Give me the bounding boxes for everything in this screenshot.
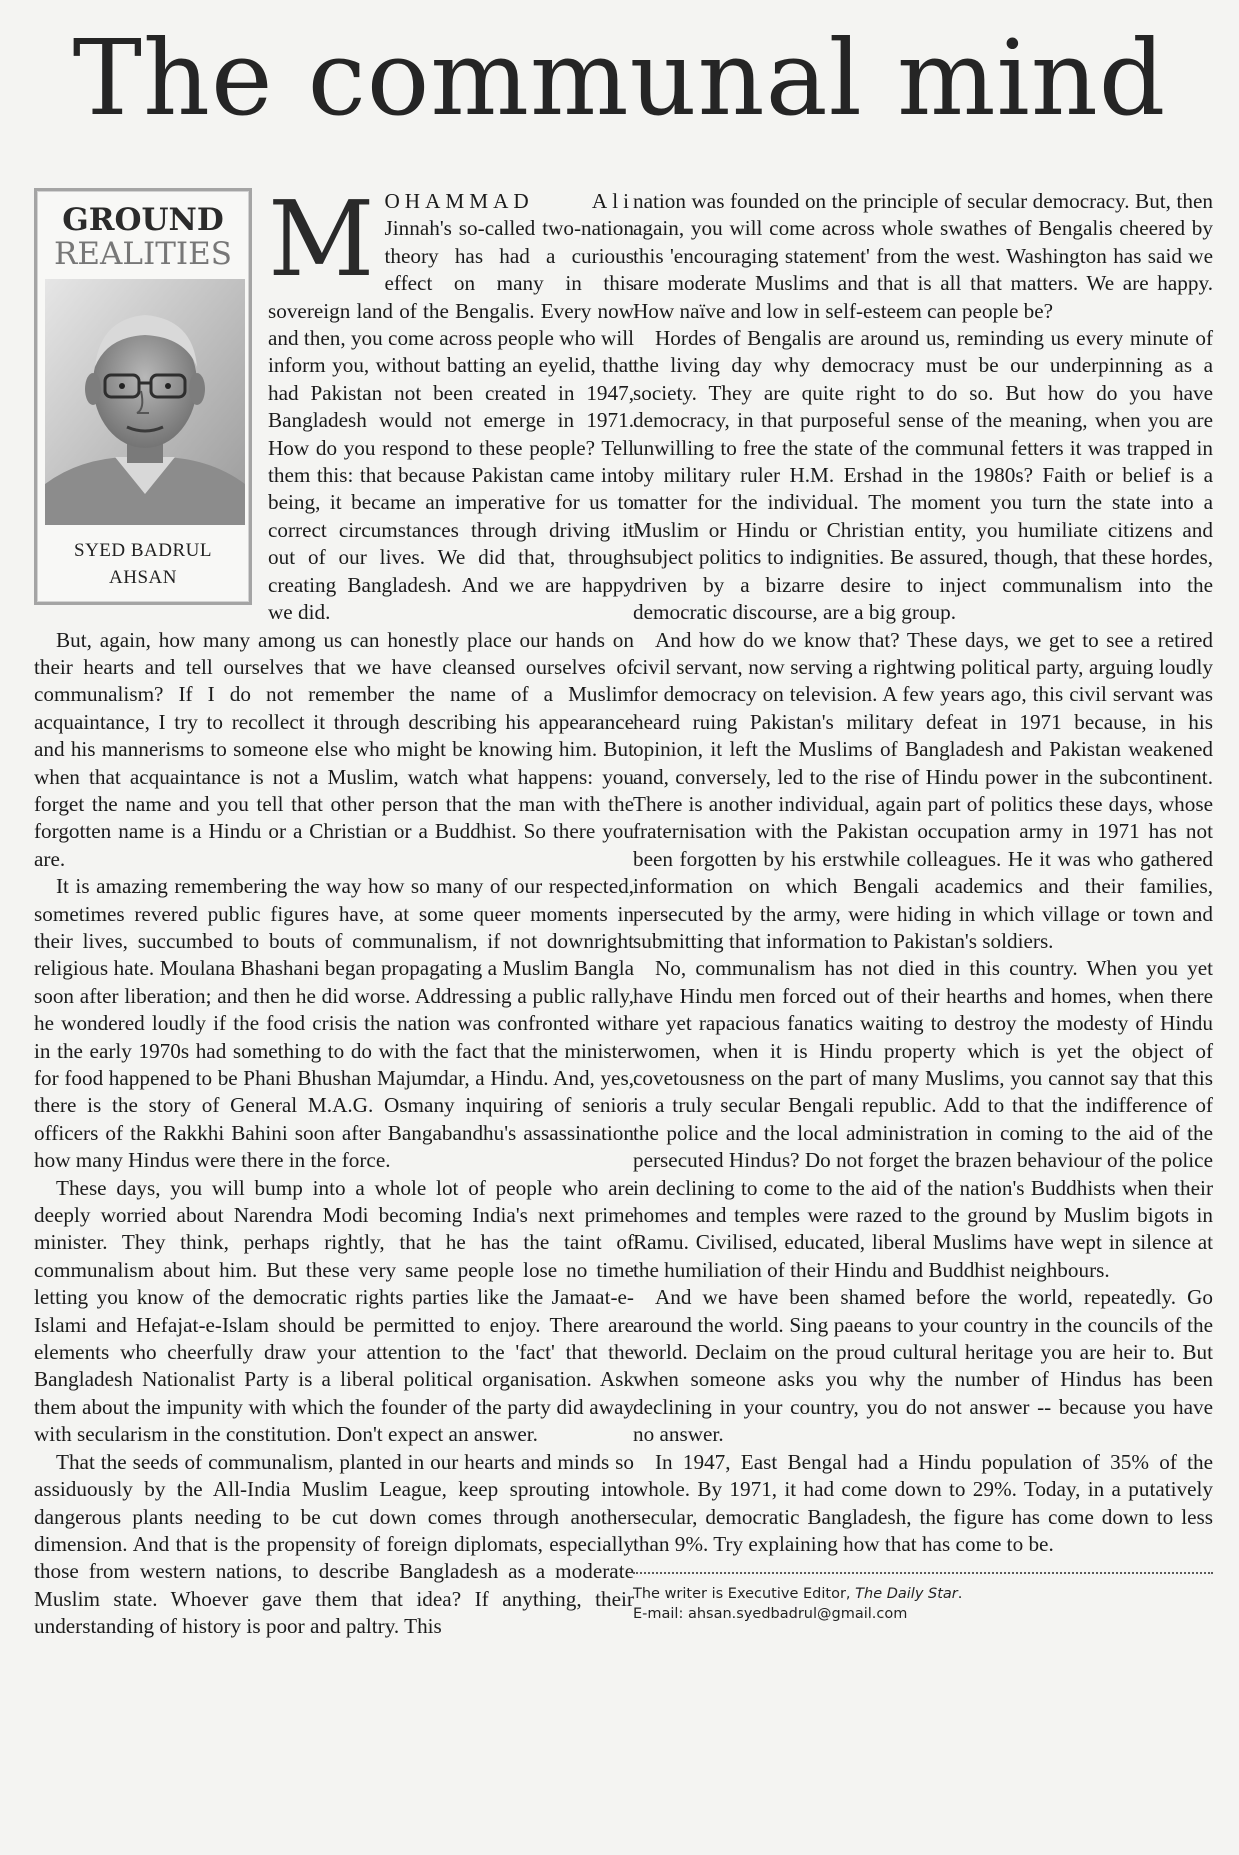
body-paragraph: In 1947, East Bengal had a Hindu population of 35% of the whole. By 1971, it had come down to 29%. Today, in a putatively secular, democratic Bangladesh, the figure has come down to less than 9%. Try explaining how that has come to be. bbox=[633, 1449, 1213, 1556]
left-column bbox=[34, 178, 634, 1641]
lead-text: Jinnah's so-called two-nation theory has had a curious effect on many in this sovereign land of the Bengalis. Every now and then, you come across people who will inform you, without batting an eyelid, that had Pakistan not been created in 1947, Bangladesh would not emerge in 1971. How do you respond to these people? Tell them this: that because Pakistan came into being, it became an imperative for us to correct circumstances through driving it out of our lives. We did that, through creating Bangladesh. And we are happy we did. bbox=[268, 216, 634, 625]
column-kicker bbox=[45, 203, 241, 271]
column-box bbox=[34, 188, 252, 605]
body-paragraph: And we have been shamed before the world, repeatedly. Go around the world. Sing paeans to your country in the councils of the world. Declaim on the proud cultural heritage you are heir to. But when someone asks you why the number of Hindus has been declining in your country, you do not answer -- because you have no answer. bbox=[633, 1285, 1213, 1447]
byline: SYED BADRUL AHSAN bbox=[74, 540, 212, 589]
drop-cap: M bbox=[268, 178, 375, 300]
continued-paragraph: nation was founded on the principle of secular democracy. But, then again, you will come across whole swathes of Bengalis cheered by this 'encouraging statement' from the west. Washington has said we are moderate Muslims and that is all that matters. We are happy. How naïve and low in self-esteem can people be? bbox=[633, 189, 1213, 323]
body-paragraph: Hordes of Bengalis are around us, reminding us every minute of the living day why democracy must be our underpinning as a society. They are quite right to do so. But how do you have democracy, in that purposeful sense of the meaning, when you are unwilling to free the state of the communal fetters it was trapped in by military ruler H.M. Ershad in the 1980s? Faith or belief is a matter for the individual. The moment you turn the state into a Muslim or Hindu or Christian entity, you humiliate citizens and subject politics to indignities. Be assured, though, that these hordes, driven by a bizarre desire to inject communalism into the democratic discourse, are a big group. bbox=[633, 326, 1213, 625]
headline: The communal mind bbox=[72, 17, 1167, 139]
author-portrait bbox=[45, 279, 245, 525]
body-paragraph: These days, you will bump into a whole lot of people who are deeply worried about Narendra Modi becoming India's next prime minister. They think, perhaps rightly, that he has the taint of communalism about him. But these very same people lose no time letting you know of the democratic rights parties like the Jamaat-e-Islami and Hefajat-e-Islam should be permitted to enjoy. There are elements who cheerfully draw your attention to the 'fact' that the Bangladesh Nationalist Party is a liberal political organisation. Ask them about the impunity with which the founder of the party did away with secularism in the constitution. Don't expect an answer. bbox=[34, 1175, 634, 1447]
author-note bbox=[633, 1584, 1213, 1624]
body-paragraph: It is amazing remembering the way how so many of our respected, sometimes revered public figures have, at some queer moments in their lives, succumbed to bouts of communalism, if not downright religious hate. Moulana Bhashani began propagating a Muslim Bangla soon after liberation; and then he did worse. Addressing a public rally, he wondered loudly if the food crisis the nation was confronted with in the early 1970s had something to do with the fact that the minister for food happened to be Phani Bhushan Majumdar, a Hindu. And, yes, there is the story of General M.A.G. Osmany inquiring of senior officers of the Rakkhi Bahini soon after Bangabandhu's assassination how many Hindus were there in the force. bbox=[34, 874, 634, 1173]
body-paragraph: And how do we know that? These days, we get to see a retired civil servant, now serving a rightwing political party, arguing loudly for democracy on television. A few years ago, this civil servant was heard ruing Pakistan's military defeat in 1971 because, in his opinion, it left the Muslims of Bangladesh and Pakistan weakened and, conversely, led to the rise of Hindu power in the subcontinent. There is another individual, again part of politics these days, whose fraternisation with the Pakistan occupation army in 1971 has not been forgotten by his erstwhile colleagues. He it was who gathered information on which Bengali academics and their families, persecuted by the army, were hiding in which village or town and submitting that information to Pakistan's soldiers. bbox=[633, 627, 1213, 953]
dotted-divider bbox=[633, 1572, 1213, 1574]
author-email: E-mail: ahsan.syedbadrul@gmail.com bbox=[633, 1606, 908, 1623]
right-column bbox=[633, 188, 1213, 1624]
lead-caps: OHAMMAD Ali bbox=[384, 189, 634, 213]
author-note-line-1: The writer is Executive Editor, The Daily Star. bbox=[633, 1586, 963, 1603]
body-paragraph: That the seeds of communalism, planted in our hearts and minds so assiduously by the All-India Muslim League, keep sprouting into dangerous plants needing to be cut down comes through another dimension. And that is the propensity of foreign diplomats, especially those from western nations, to describe Bangladesh as a moderate Muslim state. Whoever gave them that idea? If anything, their understanding of history is poor and paltry. This bbox=[34, 1449, 634, 1639]
newspaper-name: The Daily Star bbox=[855, 1586, 958, 1603]
body-paragraph: No, communalism has not died in this country. When you yet have Hindu men forced out of their hearths and homes, when there are yet rapacious fanatics waiting to destroy the modesty of Hindu women, when it is Hindu property which is yet the object of covetousness on the part of many Muslims, you cannot say that this is a truly secular Bengali republic. Add to that the indifference of the police and the local administration in coming to the aid of the persecuted Hindus? Do not forget the brazen behaviour of the police in declining to come to the aid of the nation's Buddhists when their homes and temples were razed to the ground by Muslim bigots in Ramu. Civilised, educated, liberal Muslims have wept in silence at the humiliation of their Hindu and Buddhist neighbours. bbox=[633, 956, 1213, 1282]
kicker-line-2: REALITIES bbox=[54, 236, 232, 272]
kicker-line-1: GROUND bbox=[62, 202, 224, 238]
body-paragraph: But, again, how many among us can honestly place our hands on their hearts and tell ourselves that we have cleansed ourselves of communalism? If I do not remember the name of a Muslim acquaintance, I try to recollect it through describing his appearance and his mannerisms to someone else who might be knowing him. But when that acquaintance is not a Muslim, watch what happens: you forget the name and you tell that other person that the man with the forgotten name is a Hindu or a Christian or a Buddhist. So there you are. bbox=[34, 627, 634, 871]
